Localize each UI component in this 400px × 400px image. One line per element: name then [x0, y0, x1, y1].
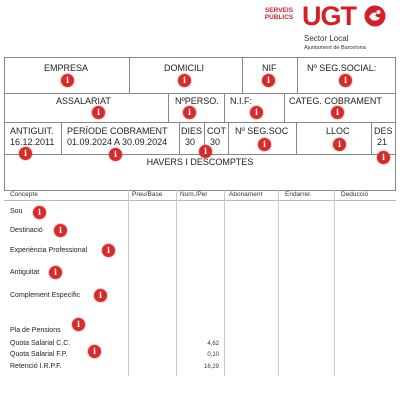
- concept-antiguitat: Antiguitat: [10, 269, 40, 276]
- grid-line: [224, 190, 225, 376]
- grid-line: [228, 122, 229, 154]
- serveis-publics-label: [260, 7, 298, 21]
- column-header: Abonament: [229, 191, 263, 198]
- grid-line: [128, 190, 129, 376]
- dies-value: 30: [185, 137, 196, 147]
- grid-line: [242, 57, 243, 93]
- concept-complement: Complement Específic: [10, 292, 81, 299]
- grid-line: [176, 190, 177, 376]
- seg-soc-label: Nº SEG.SOC: [235, 126, 289, 136]
- grid-line: [4, 122, 396, 123]
- info-icon[interactable]: i: [109, 148, 122, 161]
- des-label: DES: [374, 126, 393, 136]
- grid-line: [278, 190, 279, 376]
- column-header: Preu/Base: [132, 191, 163, 198]
- grid-line: [297, 57, 298, 93]
- grid-line: [371, 122, 372, 154]
- info-icon[interactable]: i: [61, 74, 74, 87]
- grid-line: [334, 190, 335, 376]
- info-icon[interactable]: i: [88, 345, 101, 358]
- grid-line: [4, 93, 396, 94]
- domicili-label: DOMICILI: [164, 63, 205, 73]
- info-icon[interactable]: i: [199, 145, 212, 158]
- dies-label: DIES: [181, 126, 203, 136]
- concept-destinacio: Destinació: [10, 227, 43, 234]
- info-icon[interactable]: i: [377, 151, 390, 164]
- info-icon[interactable]: i: [92, 106, 105, 119]
- column-header: Concepte: [10, 191, 38, 198]
- grid-line: [395, 57, 396, 190]
- cot-value: 30: [210, 137, 221, 147]
- antiguitat-value: 16.12.2011: [10, 137, 55, 147]
- npers-label: NºPERSO.: [175, 96, 219, 106]
- grid-line: [4, 57, 396, 58]
- ajuntament-label: Ajuntament de Barcelona: [304, 45, 366, 51]
- value-retencio: 16,29: [203, 364, 219, 370]
- ugt-wordmark: UGT: [302, 1, 356, 31]
- grid-line: [284, 93, 285, 122]
- concept-pensions: Pla de Pensions: [10, 327, 61, 334]
- info-icon[interactable]: i: [102, 244, 115, 257]
- info-icon[interactable]: i: [178, 74, 191, 87]
- empresa-label: EMPRESA: [44, 63, 89, 73]
- concept-retencio: Retenció I.R.P.F.: [10, 363, 62, 370]
- section-title: HAVERS I DESCOMPTES: [146, 157, 254, 167]
- info-icon[interactable]: i: [258, 138, 271, 151]
- info-icon[interactable]: i: [49, 266, 62, 279]
- value-quota-cc: 4,62: [207, 341, 219, 347]
- info-icon[interactable]: i: [54, 224, 67, 237]
- concept-experiencia: Experiència Professional: [10, 247, 88, 254]
- info-icon[interactable]: i: [331, 106, 344, 119]
- lloc-label: LLOC: [326, 126, 350, 136]
- grid-line: [168, 93, 169, 122]
- serveis-text: SERVEIS: [264, 7, 294, 14]
- nif-assalariat-label: N.I.F:: [230, 96, 252, 106]
- info-icon[interactable]: i: [72, 318, 85, 331]
- info-icon[interactable]: i: [33, 206, 46, 219]
- info-icon[interactable]: i: [183, 106, 196, 119]
- categ-cobrament-label: CATEG. COBRAMENT: [289, 96, 382, 106]
- seg-social-label: Nº SEG.SOCIAL:: [307, 63, 377, 73]
- ugt-emblem-icon: [364, 5, 386, 27]
- column-header: Deducció: [341, 191, 369, 198]
- publics-text: PÚBLICS: [264, 14, 294, 21]
- grid-line: [179, 122, 180, 154]
- concept-sou: Sou: [10, 208, 23, 215]
- column-header: Endarrer.: [285, 191, 312, 198]
- column-header: Num./Per: [180, 191, 208, 198]
- info-icon[interactable]: i: [19, 147, 32, 160]
- concept-quota-fp: Quota Salarial F.P.: [10, 351, 68, 358]
- grid-line: [224, 93, 225, 122]
- grid-line: [296, 122, 297, 154]
- sector-local-label: Sector Local: [304, 34, 349, 43]
- grid-line: [61, 122, 62, 154]
- value-quota-fp: 0,10: [207, 352, 219, 358]
- grid-line: [4, 200, 396, 201]
- info-icon[interactable]: i: [339, 74, 352, 87]
- periode-label: PERÍODE COBRAMENT: [67, 126, 168, 136]
- info-icon[interactable]: i: [94, 289, 107, 302]
- assalariat-label: ASSALARIAT: [56, 96, 111, 106]
- nif-label: NIF: [262, 63, 277, 73]
- ugt-logo: [260, 1, 390, 56]
- periode-value: 01.09.2024 A 30.09.2024: [67, 137, 168, 147]
- des-value: 21: [377, 137, 388, 147]
- concept-quota-cc: Quota Salarial C.C.: [10, 340, 71, 347]
- grid-line: [129, 57, 130, 93]
- info-icon[interactable]: i: [250, 106, 263, 119]
- grid-line: [4, 57, 5, 190]
- antiguitat-label: ANTIGUIT.: [10, 126, 54, 136]
- info-icon[interactable]: i: [262, 74, 275, 87]
- cot-label: COT: [207, 126, 226, 136]
- info-icon[interactable]: i: [333, 138, 346, 151]
